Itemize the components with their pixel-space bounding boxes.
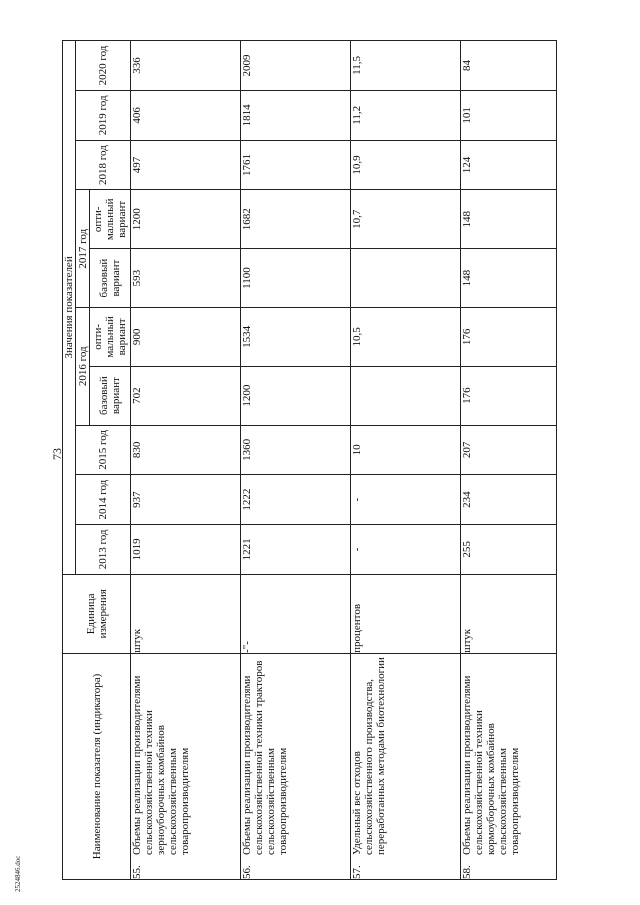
- value-2016-optimal: 1534: [241, 307, 351, 366]
- value-2017-base: [351, 249, 461, 308]
- table-row: [461, 41, 557, 880]
- indicator-name: Объемы реализации производителями сельскохозяйственной техники тракторов сельскохозяйственным товаропроизводителям: [241, 660, 289, 855]
- value-2020: 11,5: [351, 41, 461, 91]
- value-2013: 255: [461, 525, 557, 575]
- header-2020: 2020 год: [76, 41, 131, 91]
- header-2013: 2013 год: [76, 525, 131, 575]
- value-2013: 1019: [131, 525, 241, 575]
- footer-document-code: 2524846.doc: [14, 855, 22, 892]
- value-2017-optimal: 1200: [131, 190, 241, 249]
- unit-cell: штук: [461, 574, 557, 653]
- value-2017-base: 148: [461, 249, 557, 308]
- value-2017-optimal: 1682: [241, 190, 351, 249]
- unit-cell: штук: [131, 574, 241, 653]
- value-2016-optimal: 176: [461, 307, 557, 366]
- header-2017-base: базовый вариант: [90, 249, 131, 308]
- value-2019: 1814: [241, 90, 351, 140]
- indicator-cell: [241, 653, 351, 879]
- value-2015: 10: [351, 425, 461, 475]
- row-number: 56.: [241, 865, 253, 879]
- indicator-cell: [351, 653, 461, 879]
- indicator-name: Объемы реализации производителями сельскохозяйственной техники кормоуборочных комбайнов сельскохозяйственным товаропроизводителям: [461, 675, 521, 855]
- header-2017-optimal: опти-мальный вариант: [90, 190, 131, 249]
- header-values-group: Значения показателей: [63, 41, 76, 575]
- value-2016-optimal: 900: [131, 307, 241, 366]
- value-2020: 336: [131, 41, 241, 91]
- page-number: 73: [50, 448, 64, 460]
- value-2017-optimal: 148: [461, 190, 557, 249]
- value-2015: 207: [461, 425, 557, 475]
- indicator-cell: [461, 653, 557, 879]
- table-row: [351, 41, 461, 880]
- value-2017-base: 593: [131, 249, 241, 308]
- header-indicator-name: Наименование показателя (индикатора): [63, 653, 131, 879]
- row-number: 55.: [131, 865, 143, 879]
- table-row: [131, 41, 241, 880]
- value-2013: -: [351, 525, 461, 575]
- header-2016-optimal: опти-мальный вариант: [90, 307, 131, 366]
- indicator-name: Объемы реализации производителями сельскохозяйственной техники зерноуборочных комбайнов сельскохозяйственным товаропроизводителям: [131, 675, 191, 855]
- value-2019: 11,2: [351, 90, 461, 140]
- value-2018: 497: [131, 140, 241, 190]
- value-2015: 830: [131, 425, 241, 475]
- value-2016-base: [351, 366, 461, 425]
- value-2020: 2009: [241, 41, 351, 91]
- rotated-table-wrapper: [62, 40, 602, 880]
- value-2016-optimal: 10,5: [351, 307, 461, 366]
- header-2014: 2014 год: [76, 475, 131, 525]
- unit-cell: процентов: [351, 574, 461, 653]
- value-2019: 101: [461, 90, 557, 140]
- header-2015: 2015 год: [76, 425, 131, 475]
- value-2018: 124: [461, 140, 557, 190]
- value-2016-base: 702: [131, 366, 241, 425]
- value-2014: 1222: [241, 475, 351, 525]
- value-2013: 1221: [241, 525, 351, 575]
- row-number: 58.: [461, 865, 473, 879]
- value-2019: 406: [131, 90, 241, 140]
- value-2020: 84: [461, 41, 557, 91]
- header-2018: 2018 год: [76, 140, 131, 190]
- header-unit: Единица измерения: [63, 574, 131, 653]
- value-2014: 234: [461, 475, 557, 525]
- unit-cell: -"-: [241, 574, 351, 653]
- row-number: 57.: [351, 865, 363, 879]
- value-2016-base: 1200: [241, 366, 351, 425]
- header-2017: 2017 год: [76, 190, 90, 308]
- header-2016-base: базовый вариант: [90, 366, 131, 425]
- header-2016: 2016 год: [76, 307, 90, 425]
- value-2018: 10,9: [351, 140, 461, 190]
- value-2016-base: 176: [461, 366, 557, 425]
- value-2014: -: [351, 475, 461, 525]
- indicator-cell: [131, 653, 241, 879]
- indicator-name: Удельный вес отходов сельскохозяйственного производства, переработанных методами биотехнологии: [351, 657, 387, 855]
- value-2014: 937: [131, 475, 241, 525]
- value-2018: 1761: [241, 140, 351, 190]
- table-row: [241, 41, 351, 880]
- header-2019: 2019 год: [76, 90, 131, 140]
- value-2017-optimal: 10,7: [351, 190, 461, 249]
- value-2015: 1360: [241, 425, 351, 475]
- indicators-table: [62, 40, 557, 880]
- value-2017-base: 1100: [241, 249, 351, 308]
